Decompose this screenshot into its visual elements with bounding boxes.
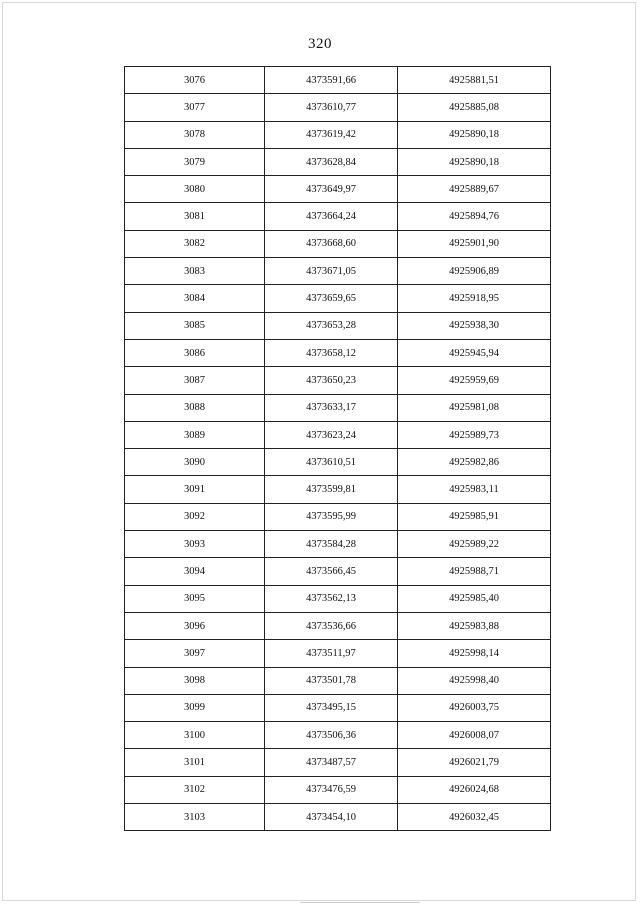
y-coordinate-cell: 4925989,73 — [398, 421, 551, 448]
point-number-cell: 3078 — [125, 121, 265, 148]
y-coordinate-cell: 4926021,79 — [398, 749, 551, 776]
y-coordinate-cell: 4925983,11 — [398, 476, 551, 503]
point-number-cell: 3081 — [125, 203, 265, 230]
x-coordinate-cell: 4373487,57 — [265, 749, 398, 776]
y-coordinate-cell: 4926032,45 — [398, 804, 551, 831]
point-number-cell: 3097 — [125, 640, 265, 667]
y-coordinate-cell: 4925889,67 — [398, 176, 551, 203]
y-coordinate-cell: 4925983,88 — [398, 612, 551, 639]
y-coordinate-cell: 4925906,89 — [398, 258, 551, 285]
x-coordinate-cell: 4373650,23 — [265, 367, 398, 394]
x-coordinate-cell: 4373506,36 — [265, 722, 398, 749]
point-number-cell: 3102 — [125, 776, 265, 803]
x-coordinate-cell: 4373610,77 — [265, 94, 398, 121]
x-coordinate-cell: 4373536,66 — [265, 612, 398, 639]
table-row — [125, 585, 551, 612]
y-coordinate-cell: 4925959,69 — [398, 367, 551, 394]
x-coordinate-cell: 4373649,97 — [265, 176, 398, 203]
y-coordinate-cell: 4926003,75 — [398, 694, 551, 721]
x-coordinate-cell: 4373628,84 — [265, 148, 398, 175]
y-coordinate-cell: 4925989,22 — [398, 531, 551, 558]
x-coordinate-cell: 4373501,78 — [265, 667, 398, 694]
table-row — [125, 176, 551, 203]
x-coordinate-cell: 4373566,45 — [265, 558, 398, 585]
y-coordinate-cell: 4925890,18 — [398, 121, 551, 148]
point-number-cell: 3093 — [125, 531, 265, 558]
point-number-cell: 3077 — [125, 94, 265, 121]
table-row — [125, 203, 551, 230]
table-row — [125, 258, 551, 285]
table-row — [125, 694, 551, 721]
y-coordinate-cell: 4925938,30 — [398, 312, 551, 339]
point-number-cell: 3085 — [125, 312, 265, 339]
x-coordinate-cell: 4373562,13 — [265, 585, 398, 612]
x-coordinate-cell: 4373653,28 — [265, 312, 398, 339]
coordinates-table — [124, 66, 551, 831]
x-coordinate-cell: 4373454,10 — [265, 804, 398, 831]
x-coordinate-cell: 4373659,65 — [265, 285, 398, 312]
table-row — [125, 94, 551, 121]
point-number-cell: 3084 — [125, 285, 265, 312]
table-row — [125, 776, 551, 803]
y-coordinate-cell: 4925988,71 — [398, 558, 551, 585]
table-row — [125, 285, 551, 312]
y-coordinate-cell: 4925894,76 — [398, 203, 551, 230]
y-coordinate-cell: 4925885,08 — [398, 94, 551, 121]
table-row — [125, 367, 551, 394]
y-coordinate-cell: 4925901,90 — [398, 230, 551, 257]
x-coordinate-cell: 4373671,05 — [265, 258, 398, 285]
point-number-cell: 3087 — [125, 367, 265, 394]
point-number-cell: 3080 — [125, 176, 265, 203]
point-number-cell: 3076 — [125, 67, 265, 94]
table-row — [125, 612, 551, 639]
table-row — [125, 640, 551, 667]
x-coordinate-cell: 4373668,60 — [265, 230, 398, 257]
table-row — [125, 339, 551, 366]
x-coordinate-cell: 4373584,28 — [265, 531, 398, 558]
point-number-cell: 3079 — [125, 148, 265, 175]
table-row — [125, 749, 551, 776]
table-row — [125, 121, 551, 148]
x-coordinate-cell: 4373623,24 — [265, 421, 398, 448]
table-row — [125, 67, 551, 94]
point-number-cell: 3100 — [125, 722, 265, 749]
x-coordinate-cell: 4373610,51 — [265, 449, 398, 476]
y-coordinate-cell: 4925985,40 — [398, 585, 551, 612]
y-coordinate-cell: 4925918,95 — [398, 285, 551, 312]
point-number-cell: 3096 — [125, 612, 265, 639]
page-number: 320 — [308, 36, 332, 52]
table-row — [125, 722, 551, 749]
table-row — [125, 503, 551, 530]
x-coordinate-cell: 4373476,59 — [265, 776, 398, 803]
table-row — [125, 312, 551, 339]
x-coordinate-cell: 4373664,24 — [265, 203, 398, 230]
point-number-cell: 3103 — [125, 804, 265, 831]
point-number-cell: 3082 — [125, 230, 265, 257]
table-row — [125, 476, 551, 503]
point-number-cell: 3088 — [125, 394, 265, 421]
x-coordinate-cell: 4373495,15 — [265, 694, 398, 721]
x-coordinate-cell: 4373619,42 — [265, 121, 398, 148]
table-row — [125, 394, 551, 421]
y-coordinate-cell: 4925982,86 — [398, 449, 551, 476]
y-coordinate-cell: 4926008,07 — [398, 722, 551, 749]
point-number-cell: 3101 — [125, 749, 265, 776]
scan-edge-line — [300, 902, 420, 903]
point-number-cell: 3098 — [125, 667, 265, 694]
y-coordinate-cell: 4925998,14 — [398, 640, 551, 667]
table-row — [125, 449, 551, 476]
point-number-cell: 3086 — [125, 339, 265, 366]
table-row — [125, 148, 551, 175]
x-coordinate-cell: 4373591,66 — [265, 67, 398, 94]
coordinates-table-body — [125, 67, 551, 831]
point-number-cell: 3092 — [125, 503, 265, 530]
table-row — [125, 531, 551, 558]
y-coordinate-cell: 4926024,68 — [398, 776, 551, 803]
y-coordinate-cell: 4925981,08 — [398, 394, 551, 421]
point-number-cell: 3091 — [125, 476, 265, 503]
x-coordinate-cell: 4373599,81 — [265, 476, 398, 503]
point-number-cell: 3090 — [125, 449, 265, 476]
table-row — [125, 230, 551, 257]
y-coordinate-cell: 4925890,18 — [398, 148, 551, 175]
point-number-cell: 3089 — [125, 421, 265, 448]
x-coordinate-cell: 4373511,97 — [265, 640, 398, 667]
table-row — [125, 804, 551, 831]
point-number-cell: 3094 — [125, 558, 265, 585]
point-number-cell: 3083 — [125, 258, 265, 285]
point-number-cell: 3099 — [125, 694, 265, 721]
point-number-cell: 3095 — [125, 585, 265, 612]
table-row — [125, 558, 551, 585]
x-coordinate-cell: 4373633,17 — [265, 394, 398, 421]
y-coordinate-cell: 4925998,40 — [398, 667, 551, 694]
x-coordinate-cell: 4373658,12 — [265, 339, 398, 366]
y-coordinate-cell: 4925985,91 — [398, 503, 551, 530]
table-row — [125, 421, 551, 448]
x-coordinate-cell: 4373595,99 — [265, 503, 398, 530]
y-coordinate-cell: 4925881,51 — [398, 67, 551, 94]
table-row — [125, 667, 551, 694]
y-coordinate-cell: 4925945,94 — [398, 339, 551, 366]
